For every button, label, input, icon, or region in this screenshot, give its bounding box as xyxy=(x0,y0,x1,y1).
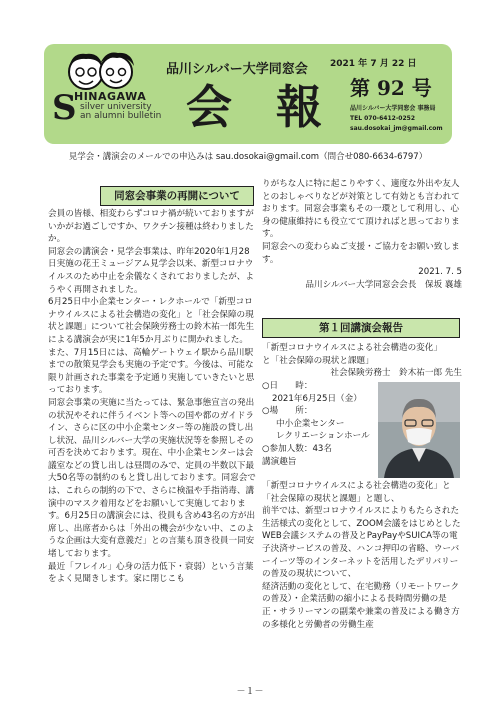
paragraph: 会員の皆様、相変わらずコロナ禍が続いておりますがいかがお過ごしですか、ワクチン接種は終わりましたか。 xyxy=(48,209,254,245)
page-number: －１－ xyxy=(236,687,264,697)
lecture-header xyxy=(262,342,462,380)
left-article-title: 同窓会事業の再開について xyxy=(100,186,254,206)
bulletin-title: 会 報 xyxy=(186,80,337,134)
publisher-info: 品川シルバー大学同窓会 事務局 TEL 070-6412-0252 sau.dosokai_jm@gmail.com xyxy=(350,105,443,132)
paragraph: りがちな人に特に起こりやすく、適度な外出や友人とのおしゃべりなどが対策として有効とも言われております。同窓会事業もその一環として利用し、心身の健康維持にも役立てて頂ければと思っております。 xyxy=(262,179,460,240)
topic-2: と「社会保障の現状と課題」 xyxy=(262,355,374,366)
paragraph: 「新型コロナウイルスによる社会構造の変化」と「社会保障の現状と課題」と題し、 xyxy=(262,481,451,504)
speaker: 社会保険労務士 鈴木祐一郎 先生 xyxy=(330,368,462,379)
org-name: 品川シルバー大学同窓会 xyxy=(166,62,308,77)
logo-word: HINAGAWA xyxy=(74,90,147,103)
participant-count: ○参加人数：43名 xyxy=(262,443,332,454)
logo-subtitle: silver university an alumni bulletin xyxy=(80,102,162,121)
logo-s: S xyxy=(52,88,77,128)
paragraph: 最近「フレイル」心身の活力低下・衰弱）という言葉をよく見聞きします。家に閉じこも xyxy=(48,561,254,585)
place-1: 中小企業センター xyxy=(276,418,345,429)
paragraph: 同窓会への変わらぬご支援・ご協力をお願い致します。 xyxy=(262,241,460,265)
summary-label: 講演趣旨 xyxy=(262,456,297,467)
email-notice: 見学会・講演会のメールでの申込みは sau.dosokai@gmail.com（問合せ080-6634-6797） xyxy=(68,152,428,162)
lecture-summary xyxy=(262,480,462,631)
date-label: ○日 時： xyxy=(262,381,313,391)
topic-1: 「新型コロナウイルスによる社会構造の変化」 xyxy=(262,343,442,353)
paragraph: 6月25日中小企業センター・レクホールで「新型コロナウイルスによる社会構造の変化」と「社会保障の現状と課題」について社会保険労務士の鈴木祐一郎先生による講演会が実に1年5か月ぶりに開かれました。また、7月15日には、高輪ゲートウェイ駅から品川駅までの散策見学会も実施の予定です。今後は、可能な限り計画された事業を予定通り実施していきたいと思っております。 xyxy=(48,297,255,396)
left-article-body xyxy=(48,208,256,586)
right-top-body xyxy=(262,178,462,291)
paragraph: 同窓会の講演会・見学会事業は、昨年2020年1月28日実施の花王ミュージアム見学会以来、新型コロナウイルスのため中止を余儀なくされておりましたが、ようやく再開されました。 xyxy=(48,246,254,295)
signature: 品川シルバー大学同窓会会長 保坂 襄雄 xyxy=(305,279,462,290)
issue-number: 第 92 号 xyxy=(350,76,432,100)
paragraph: 経済活動の変化として、在宅勤務（リモートワークの普及）・企業活動の縮小による長時間労働の是正・サラリーマンの副業や兼業の普及による働き方の多様化と労働者の労働生産 xyxy=(262,581,460,630)
paragraph: 同窓会事業の実施に当たっては、緊急事態宣言の発出の状況やそれに伴うイベント等への国や都のガイドライン、さらに区の中小企業センター等の施設の貸し出し状況、品川シルバー大学の実施状況等を参照しその可否を決めております。現在、中小企業センターは会議室などの貸し出しは昼間のみで、定員の半数以下最大50名等の制約のもと貸し出しております。同窓会では、これらの制約の下で、さらに検温や手指消毒、講演中のマスク着用などをお願いして実施しております。6月25日の講演会には、役員も含め43名の方が出席し、出席者からは「外出の機会が少ない中、このような企画は大変有意義だ」との言葉も頂き役員一同安堵しております。 xyxy=(48,397,256,560)
issue-date: 2021 年 7 月 22 日 xyxy=(330,59,417,69)
place-label: ○場 所： xyxy=(262,406,313,417)
place-2: レクリエーションホール xyxy=(276,431,370,442)
date-value: 2021年6月25日（金） xyxy=(272,393,362,404)
masthead xyxy=(44,44,452,144)
sign-date: 2021. 7. 5 xyxy=(418,267,462,278)
lecture-details xyxy=(262,380,376,468)
alumni-logo xyxy=(50,50,174,140)
paragraph: 前半では、新型コロナウイルスによりもたらされた生活様式の変化として、ZOOM会議をはじめとしたWEB会議システムの普及とPayPayやSUICA等の電子決済サービスの普及、ハンコ押印の省略、ウーバーイーツ等のインターネットを活用したデリバリーの普及の現状について、 xyxy=(262,506,461,580)
right-article-title: 第１回講演会報告 xyxy=(262,318,460,338)
speaker-photo xyxy=(378,382,460,478)
